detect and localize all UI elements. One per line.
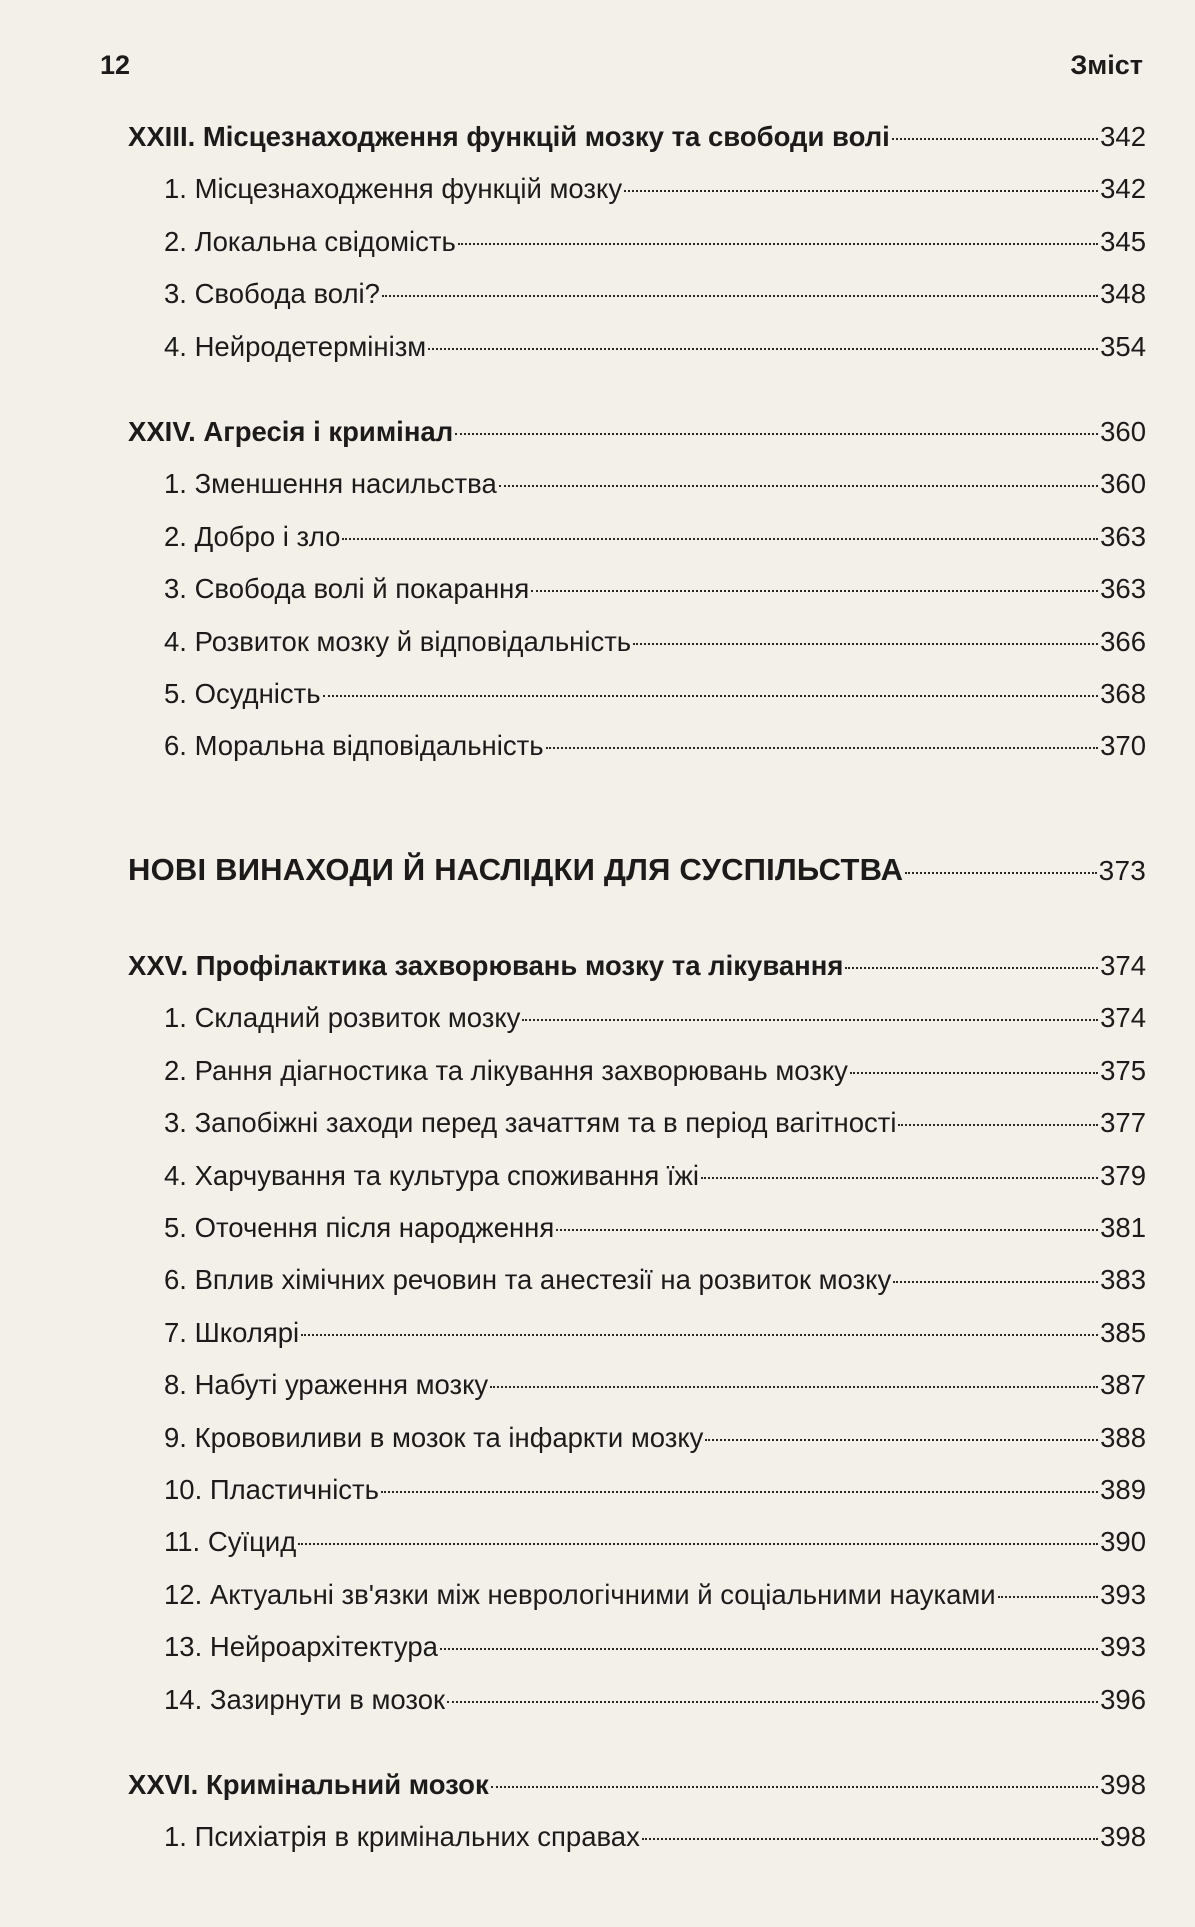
toc-entry-label: 4. Харчування та культура споживання їжі — [164, 1159, 700, 1191]
toc-entry-label: 3. Запобіжні заходи перед зачаттям та в період вагітності — [164, 1107, 897, 1139]
toc-entry-label: 4. Нейродетермінізм — [164, 330, 427, 362]
toc-item[interactable] — [128, 1412, 1146, 1464]
dot-leader — [323, 695, 1099, 697]
toc-item[interactable] — [128, 1307, 1146, 1359]
toc-item[interactable] — [128, 1516, 1146, 1568]
dot-leader — [893, 1281, 1098, 1283]
toc-item[interactable] — [128, 720, 1146, 772]
toc-item[interactable] — [128, 1150, 1146, 1202]
toc-entry-label: 2. Рання діагностика та лікування захворювань мозку — [164, 1054, 848, 1086]
dot-leader — [556, 1229, 1098, 1231]
toc-item[interactable] — [128, 1045, 1146, 1097]
toc-entry-label: 2. Добро і зло — [164, 520, 341, 552]
toc-entry-label: 1. Місцезнаходження функцій мозку — [164, 173, 623, 205]
toc-entry-label: 8. Набуті ураження мозку — [164, 1369, 489, 1401]
toc-chapter-xxiii[interactable] — [128, 111, 1146, 163]
toc-entry-page: 345 — [1100, 225, 1146, 257]
dot-leader — [342, 538, 1098, 540]
toc-item[interactable] — [128, 1359, 1146, 1411]
dot-leader — [998, 1596, 1098, 1598]
toc-entry-page: 385 — [1100, 1316, 1146, 1348]
toc-entry-label: 3. Свобода волі? — [164, 278, 380, 310]
dot-leader — [701, 1177, 1098, 1179]
dot-leader — [633, 643, 1098, 645]
dot-leader — [301, 1334, 1098, 1336]
toc-entry-page: 342 — [1100, 173, 1146, 205]
dot-leader — [531, 590, 1098, 592]
toc-entry-page: 374 — [1100, 950, 1146, 982]
toc-item[interactable] — [128, 321, 1146, 373]
toc-item[interactable] — [128, 1202, 1146, 1254]
toc-item[interactable] — [128, 1097, 1146, 1149]
toc-entry-page: 379 — [1100, 1159, 1146, 1191]
toc-entry-label: 6. Вплив хімічних речовин та анестезії на розвиток мозку — [164, 1264, 892, 1296]
dot-leader — [850, 1072, 1098, 1074]
toc-entry-label: 6. Моральна відповідальність — [164, 730, 544, 762]
toc-entry-label: 12. Актуальні зв'язки між неврологічними й соціальними науками — [164, 1578, 996, 1610]
dot-leader — [381, 1491, 1098, 1493]
dot-leader — [440, 1648, 1098, 1650]
dot-leader — [458, 243, 1098, 245]
toc-entry-page: 360 — [1100, 415, 1146, 447]
toc-entry-page: 396 — [1100, 1683, 1146, 1715]
toc-item[interactable] — [128, 458, 1146, 510]
dot-leader — [892, 138, 1098, 140]
dot-leader — [624, 190, 1098, 192]
toc-entry-label: 13. Нейроархітектура — [164, 1631, 438, 1663]
dot-leader — [447, 1701, 1098, 1703]
toc-entry-label: 5. Осудність — [164, 677, 321, 709]
toc-entry-label: 1. Складний розвиток мозку — [164, 1002, 521, 1034]
dot-leader — [546, 747, 1099, 749]
toc-entry-label: 4. Розвиток мозку й відповідальність — [164, 625, 632, 657]
toc-item[interactable] — [128, 216, 1146, 268]
toc-entry-page: 374 — [1100, 1002, 1146, 1034]
toc-entry-label: 1. Психіатрія в кримінальних справах — [164, 1821, 640, 1853]
section-spacer — [128, 773, 1146, 844]
toc-item[interactable] — [128, 1254, 1146, 1306]
dot-leader — [491, 1786, 1098, 1788]
toc-item[interactable] — [128, 1811, 1146, 1863]
dot-leader — [845, 967, 1098, 969]
toc-chapter-xxv[interactable] — [128, 940, 1146, 992]
toc-entry-label: 11. Суїцид — [164, 1526, 297, 1558]
toc-entry-page: 363 — [1100, 520, 1146, 552]
toc-entry-page: 354 — [1100, 330, 1146, 362]
toc-entry-page: 398 — [1100, 1821, 1146, 1853]
toc-item[interactable] — [128, 1621, 1146, 1673]
dot-leader — [428, 348, 1098, 350]
toc-entry-label: XXVI. Кримінальний мозок — [128, 1768, 489, 1800]
toc-chapter-xxvi[interactable] — [128, 1759, 1146, 1811]
toc-item[interactable] — [128, 163, 1146, 215]
toc-entry-label: XXV. Профілактика захворювань мозку та лікування — [128, 950, 844, 982]
toc-entry-page: 393 — [1100, 1578, 1146, 1610]
toc-entry-page: 389 — [1100, 1473, 1146, 1505]
toc-entry-label: 9. Крововиливи в мозок та інфаркти мозку — [164, 1421, 704, 1453]
toc-entry-page: 387 — [1100, 1369, 1146, 1401]
toc-item[interactable] — [128, 563, 1146, 615]
toc-item[interactable] — [128, 268, 1146, 320]
toc-item[interactable] — [128, 992, 1146, 1044]
toc-entry-page: 398 — [1100, 1768, 1146, 1800]
toc-entry-label: 7. Школярі — [164, 1316, 300, 1348]
toc-entry-page: 377 — [1100, 1107, 1146, 1139]
toc-chapter-xxiv[interactable] — [128, 406, 1146, 458]
toc-part-heading[interactable] — [128, 844, 1146, 896]
toc-entry-page: 383 — [1100, 1264, 1146, 1296]
toc-entry-label: XXIV. Агресія і кримінал — [128, 415, 454, 447]
section-spacer — [128, 896, 1146, 940]
toc-entry-page: 363 — [1100, 573, 1146, 605]
toc-entry-page: 370 — [1100, 730, 1146, 762]
dot-leader — [298, 1543, 1098, 1545]
toc-entry-label: 5. Оточення після народження — [164, 1212, 555, 1244]
toc-entry-page: 390 — [1100, 1526, 1146, 1558]
dot-leader — [499, 485, 1098, 487]
dot-leader — [382, 295, 1098, 297]
running-head: Зміст — [1070, 50, 1143, 80]
toc-entry-label: 14. Зазирнути в мозок — [164, 1683, 446, 1715]
toc-entry-page: 373 — [1098, 854, 1146, 886]
dot-leader — [905, 872, 1096, 874]
toc-entry-page: 388 — [1100, 1421, 1146, 1453]
toc-item[interactable] — [128, 1674, 1146, 1726]
section-spacer — [128, 373, 1146, 406]
toc-entry-page: 381 — [1100, 1212, 1146, 1244]
toc-item[interactable] — [128, 511, 1146, 563]
dot-leader — [455, 433, 1098, 435]
page-header — [100, 50, 1143, 90]
toc-entry-page: 348 — [1100, 278, 1146, 310]
dot-leader — [642, 1838, 1098, 1840]
toc-item[interactable] — [128, 616, 1146, 668]
toc-entry-label: 3. Свобода волі й покарання — [164, 573, 530, 605]
dot-leader — [522, 1019, 1098, 1021]
toc-entry-page: 366 — [1100, 625, 1146, 657]
toc-entry-label: 1. Зменшення насильства — [164, 468, 497, 500]
toc-entry-label: 10. Пластичність — [164, 1473, 379, 1505]
table-of-contents — [128, 111, 1146, 1864]
dot-leader — [898, 1124, 1098, 1126]
section-spacer — [128, 1726, 1146, 1759]
dot-leader — [490, 1386, 1098, 1388]
dot-leader — [705, 1439, 1098, 1441]
page-number: 12 — [100, 50, 131, 80]
toc-entry-label: 2. Локальна свідомість — [164, 225, 456, 257]
toc-entry-page: 375 — [1100, 1054, 1146, 1086]
toc-item[interactable] — [128, 1569, 1146, 1621]
toc-entry-page: 360 — [1100, 468, 1146, 500]
toc-entry-label: XXIII. Місцезнаходження функцій мозку та свободи волі — [128, 121, 890, 152]
toc-entry-page: 368 — [1100, 677, 1146, 709]
toc-item[interactable] — [128, 668, 1146, 720]
toc-item[interactable] — [128, 1464, 1146, 1516]
toc-entry-label: НОВІ ВИНАХОДИ Й НАСЛІДКИ ДЛЯ СУСПІЛЬСТВА — [128, 851, 904, 887]
toc-entry-page: 342 — [1100, 121, 1146, 152]
toc-entry-page: 393 — [1100, 1631, 1146, 1663]
